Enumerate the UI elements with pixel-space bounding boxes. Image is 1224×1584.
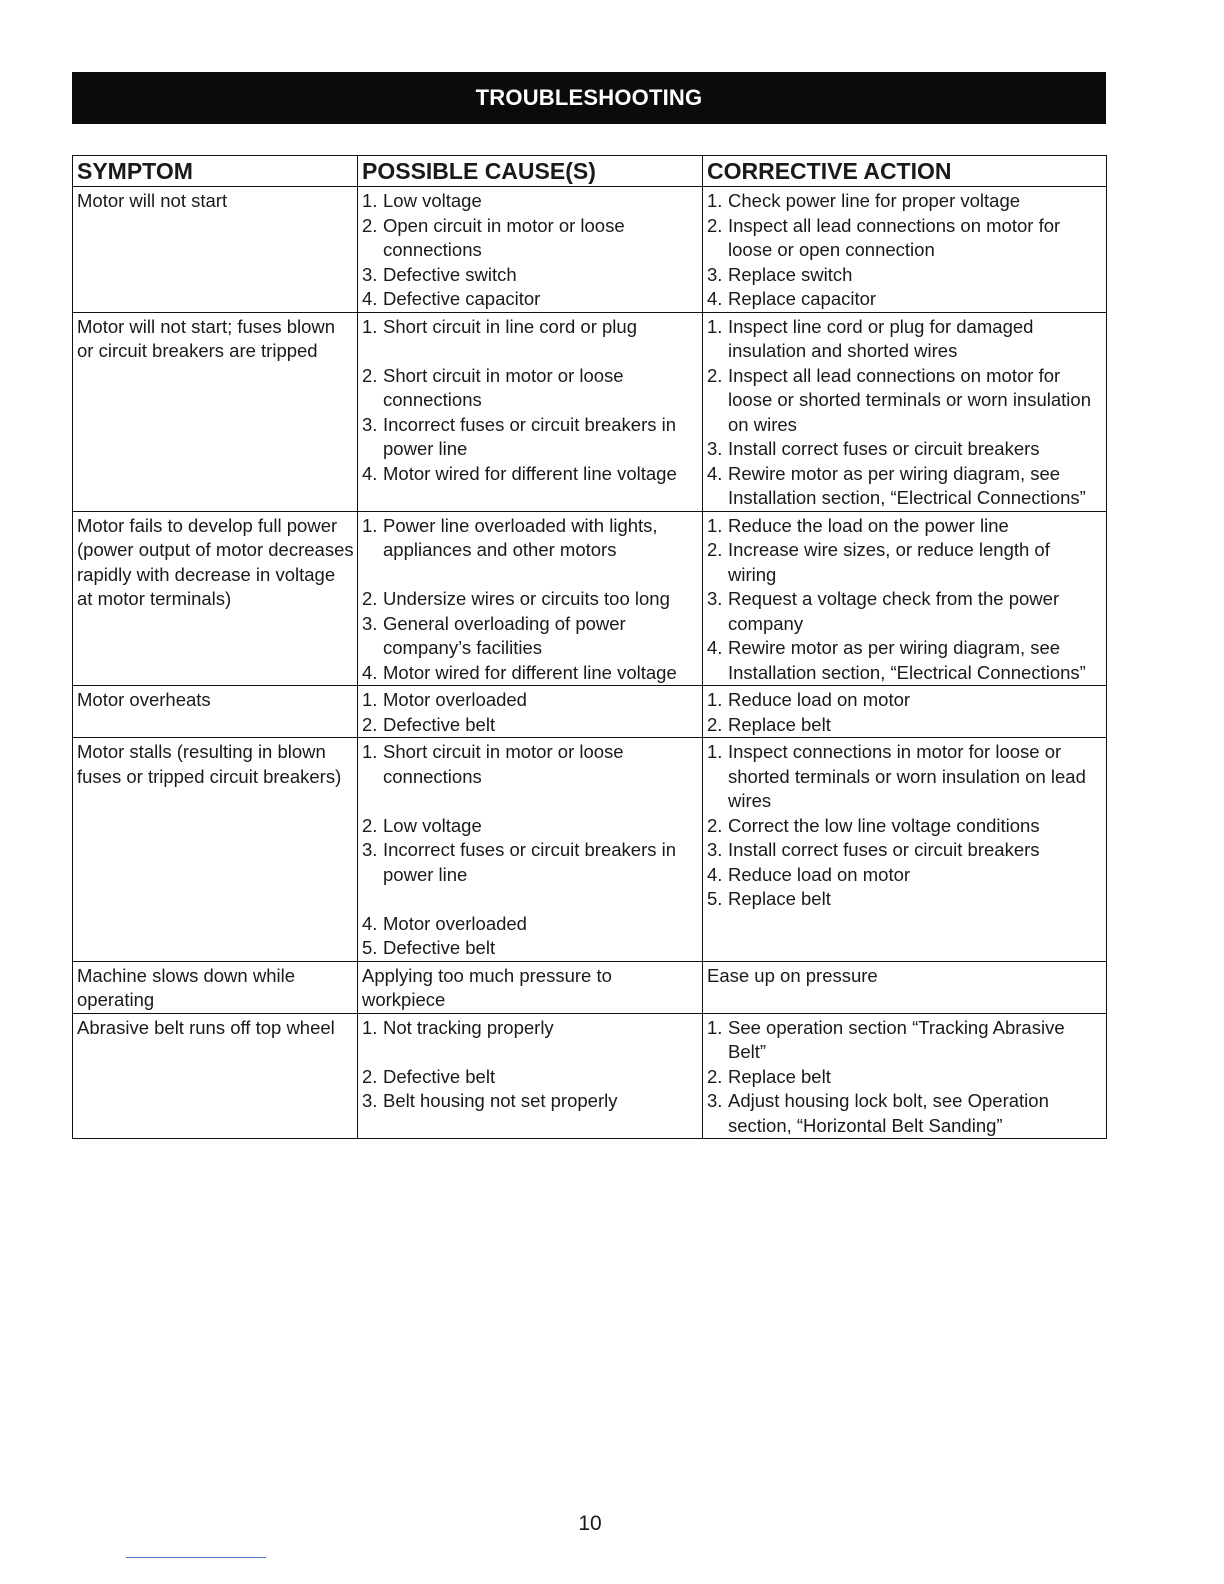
- cause-item: [362, 713, 699, 738]
- item-number: 4.: [707, 637, 723, 658]
- troubleshooting-table: [72, 155, 1107, 1139]
- item-number: 2.: [707, 1065, 723, 1087]
- table-row: [73, 187, 1107, 313]
- item-text: Short circuit in line cord or plug: [383, 315, 637, 337]
- item-text: Correct the low line voltage conditions: [728, 814, 1040, 836]
- item-text: Check power line for proper voltage: [728, 190, 1021, 211]
- item-number: 1.: [362, 741, 378, 762]
- item-number: 4.: [362, 912, 378, 934]
- item-number: 3.: [362, 839, 378, 860]
- cause-item: [362, 814, 699, 839]
- cause-cell: [358, 686, 703, 738]
- action-item: [707, 514, 1103, 539]
- item-number: 2.: [362, 214, 378, 236]
- action-item: [707, 437, 1103, 462]
- symptom-cell: Motor will not start: [73, 187, 358, 313]
- item-text: Belt housing not set properly: [383, 1090, 618, 1111]
- item-number: 2.: [707, 814, 723, 836]
- item-text: Inspect line cord or plug for damaged insulation and shorted wires: [728, 315, 1034, 361]
- action-item: [707, 587, 1103, 636]
- action-item: [707, 887, 1103, 912]
- header-symptom: SYMPTOM: [73, 156, 358, 187]
- item-number: 2.: [362, 364, 378, 386]
- action-item: [707, 315, 1103, 364]
- action-cell: [703, 1013, 1107, 1139]
- item-text: Short circuit in motor or loose connections: [383, 364, 624, 410]
- item-number: 2.: [362, 1065, 378, 1087]
- item-number: 2.: [707, 713, 723, 735]
- item-text: Open circuit in motor or loose connections: [383, 214, 625, 260]
- cause-cell: [358, 738, 703, 962]
- item-text: Ease up on pressure: [707, 964, 878, 986]
- item-text: Reduce load on motor: [728, 863, 911, 885]
- item-number: 4.: [362, 462, 378, 484]
- item-text: Inspect connections in motor for loose or shorted terminals or worn insulation on lead wires: [728, 741, 1086, 811]
- item-text: Replace capacitor: [728, 288, 877, 309]
- action-item: [707, 1065, 1103, 1090]
- item-text: Undersize wires or circuits too long: [383, 588, 670, 609]
- action-cell: [703, 187, 1107, 313]
- item-text: Short circuit in motor or loose connections: [383, 741, 624, 787]
- action-item: [707, 287, 1103, 312]
- item-text: Adjust housing lock bolt, see Operation section, “Horizontal Belt Sanding”: [728, 1090, 1049, 1136]
- action-cell: [703, 961, 1107, 1013]
- item-text: Reduce the load on the power line: [728, 514, 1009, 536]
- cause-item: [362, 214, 699, 263]
- action-cell: [703, 738, 1107, 962]
- item-number: 2.: [707, 539, 723, 560]
- item-text: Incorrect fuses or circuit breakers in power line: [383, 839, 677, 885]
- cause-cell: [358, 961, 703, 1013]
- cause-item: [362, 661, 699, 686]
- table-row: [73, 312, 1107, 511]
- header-possible-causes: POSSIBLE CAUSE(S): [358, 156, 703, 187]
- cause-cell: [358, 187, 703, 313]
- item-number: 3.: [362, 612, 378, 634]
- action-item: [707, 538, 1103, 587]
- action-item: [707, 1016, 1103, 1065]
- item-text: Defective belt: [383, 1065, 496, 1087]
- cause-item: [362, 514, 699, 563]
- item-text: Replace switch: [728, 263, 853, 285]
- item-text: Rewire motor as per wiring diagram, see Installation section, “Electrical Connections”: [728, 462, 1086, 508]
- action-item: [707, 364, 1103, 438]
- item-text: Replace belt: [728, 888, 831, 909]
- section-title: TROUBLESHOOTING: [475, 85, 703, 110]
- cause-item: [362, 315, 699, 340]
- item-text: Replace belt: [728, 1065, 831, 1087]
- item-number: 1.: [707, 741, 723, 762]
- item-number: 4.: [707, 863, 723, 885]
- item-number: 1.: [707, 1016, 723, 1038]
- cause-item: [362, 1016, 699, 1041]
- item-number: 1.: [362, 315, 378, 337]
- table-row: [73, 961, 1107, 1013]
- cause-item: [362, 740, 699, 789]
- item-number: 1.: [707, 689, 723, 710]
- action-item: [707, 1089, 1103, 1138]
- action-cell: [703, 686, 1107, 738]
- item-text: Reduce load on motor: [728, 689, 911, 710]
- item-number: 2.: [707, 364, 723, 386]
- action-item: [707, 713, 1103, 738]
- item-number: 3.: [707, 839, 723, 860]
- action-item: [707, 189, 1103, 214]
- action-item: [707, 863, 1103, 888]
- action-item: [707, 740, 1103, 814]
- cause-cell: [358, 312, 703, 511]
- item-number: 1.: [362, 689, 378, 710]
- cause-item: [362, 688, 699, 713]
- symptom-cell: Motor fails to develop full power (power output of motor decreases rapidly with decrease in voltage at motor terminals): [73, 511, 358, 686]
- item-text: Motor wired for different line voltage: [383, 462, 677, 484]
- symptom-cell: Motor stalls (resulting in blown fuses or tripped circuit breakers): [73, 738, 358, 962]
- item-number: 3.: [707, 263, 723, 285]
- item-number: 2.: [362, 713, 378, 735]
- cause-item: [362, 612, 699, 661]
- item-text: Motor overloaded: [383, 689, 527, 710]
- cause-item: [362, 1089, 699, 1114]
- action-item: [707, 688, 1103, 713]
- cause-item: [362, 936, 699, 961]
- action-item: [707, 838, 1103, 863]
- symptom-cell: Motor overheats: [73, 686, 358, 738]
- item-text: Low voltage: [383, 190, 482, 211]
- item-text: Defective belt: [383, 713, 496, 735]
- cause-cell: [358, 511, 703, 686]
- table-header-row: [73, 156, 1107, 187]
- action-item: [707, 462, 1103, 511]
- cause-item: [362, 838, 699, 887]
- item-number: 2.: [707, 214, 723, 236]
- item-text: Install correct fuses or circuit breakers: [728, 438, 1040, 459]
- page-number: 10: [578, 1512, 602, 1535]
- spacer: [362, 563, 699, 588]
- item-text: Install correct fuses or circuit breakers: [728, 839, 1040, 860]
- item-number: 3.: [362, 1090, 378, 1111]
- action-item: [707, 636, 1103, 685]
- item-number: 3.: [362, 413, 378, 435]
- table-row: [73, 686, 1107, 738]
- cause-item: [362, 189, 699, 214]
- link-underline: [126, 1557, 266, 1558]
- item-text: Not tracking properly: [383, 1016, 554, 1038]
- item-text: See operation section “Tracking Abrasive Belt”: [728, 1016, 1065, 1062]
- item-number: 2.: [362, 814, 378, 836]
- item-text: Low voltage: [383, 814, 482, 836]
- item-number: 4.: [707, 288, 723, 309]
- spacer: [362, 887, 699, 912]
- spacer: [362, 789, 699, 814]
- item-text: Inspect all lead connections on motor for loose or open connection: [728, 214, 1061, 260]
- section-banner: [72, 72, 1106, 124]
- table-row: [73, 511, 1107, 686]
- item-text: General overloading of power company’s facilities: [383, 612, 626, 658]
- symptom-cell: Machine slows down while operating: [73, 961, 358, 1013]
- cause-item: [362, 912, 699, 937]
- cause-item: [362, 263, 699, 288]
- item-number: 3.: [707, 588, 723, 609]
- item-number: 1.: [707, 315, 723, 337]
- item-text: Inspect all lead connections on motor for loose or shorted terminals or worn insulation on wires: [728, 364, 1091, 435]
- item-text: Motor overloaded: [383, 912, 527, 934]
- spacer: [362, 339, 699, 364]
- item-text: Power line overloaded with lights, appliances and other motors: [383, 514, 658, 560]
- table-row: [73, 738, 1107, 962]
- item-text: Request a voltage check from the power company: [728, 588, 1060, 634]
- item-number: 3.: [707, 438, 723, 459]
- item-number: 2.: [362, 588, 378, 609]
- item-number: 5.: [362, 937, 378, 958]
- item-text: Rewire motor as per wiring diagram, see Installation section, “Electrical Connections”: [728, 637, 1086, 683]
- action-item: [707, 814, 1103, 839]
- header-corrective-action: CORRECTIVE ACTION: [703, 156, 1107, 187]
- item-text: Increase wire sizes, or reduce length of wiring: [728, 539, 1050, 585]
- symptom-cell: Motor will not start; fuses blown or circuit breakers are tripped: [73, 312, 358, 511]
- cause-item: [362, 462, 699, 487]
- action-item: [707, 964, 1103, 989]
- item-text: Defective switch: [383, 263, 517, 285]
- cause-item: [362, 1065, 699, 1090]
- cause-item: [362, 964, 699, 1013]
- item-number: 4.: [362, 661, 378, 683]
- item-text: Defective capacitor: [383, 288, 541, 309]
- item-text: Motor wired for different line voltage: [383, 661, 677, 683]
- item-number: 1.: [362, 190, 378, 211]
- spacer: [362, 1040, 699, 1065]
- item-number: 3.: [362, 263, 378, 285]
- item-text: Defective belt: [383, 937, 496, 958]
- item-number: 1.: [707, 514, 723, 536]
- action-cell: [703, 511, 1107, 686]
- action-cell: [703, 312, 1107, 511]
- item-text: Incorrect fuses or circuit breakers in power line: [383, 413, 677, 459]
- item-number: 4.: [707, 462, 723, 484]
- cause-item: [362, 287, 699, 312]
- item-number: 3.: [707, 1090, 723, 1111]
- item-number: 5.: [707, 888, 723, 909]
- action-item: [707, 263, 1103, 288]
- symptom-cell: Abrasive belt runs off top wheel: [73, 1013, 358, 1139]
- item-number: 1.: [362, 1016, 378, 1038]
- cause-item: [362, 587, 699, 612]
- item-text: Applying too much pressure to workpiece: [362, 964, 612, 1010]
- action-item: [707, 214, 1103, 263]
- item-number: 1.: [362, 514, 378, 536]
- item-number: 1.: [707, 190, 723, 211]
- cause-cell: [358, 1013, 703, 1139]
- item-number: 4.: [362, 288, 378, 309]
- cause-item: [362, 413, 699, 462]
- cause-item: [362, 364, 699, 413]
- table-row: [73, 1013, 1107, 1139]
- item-text: Replace belt: [728, 713, 831, 735]
